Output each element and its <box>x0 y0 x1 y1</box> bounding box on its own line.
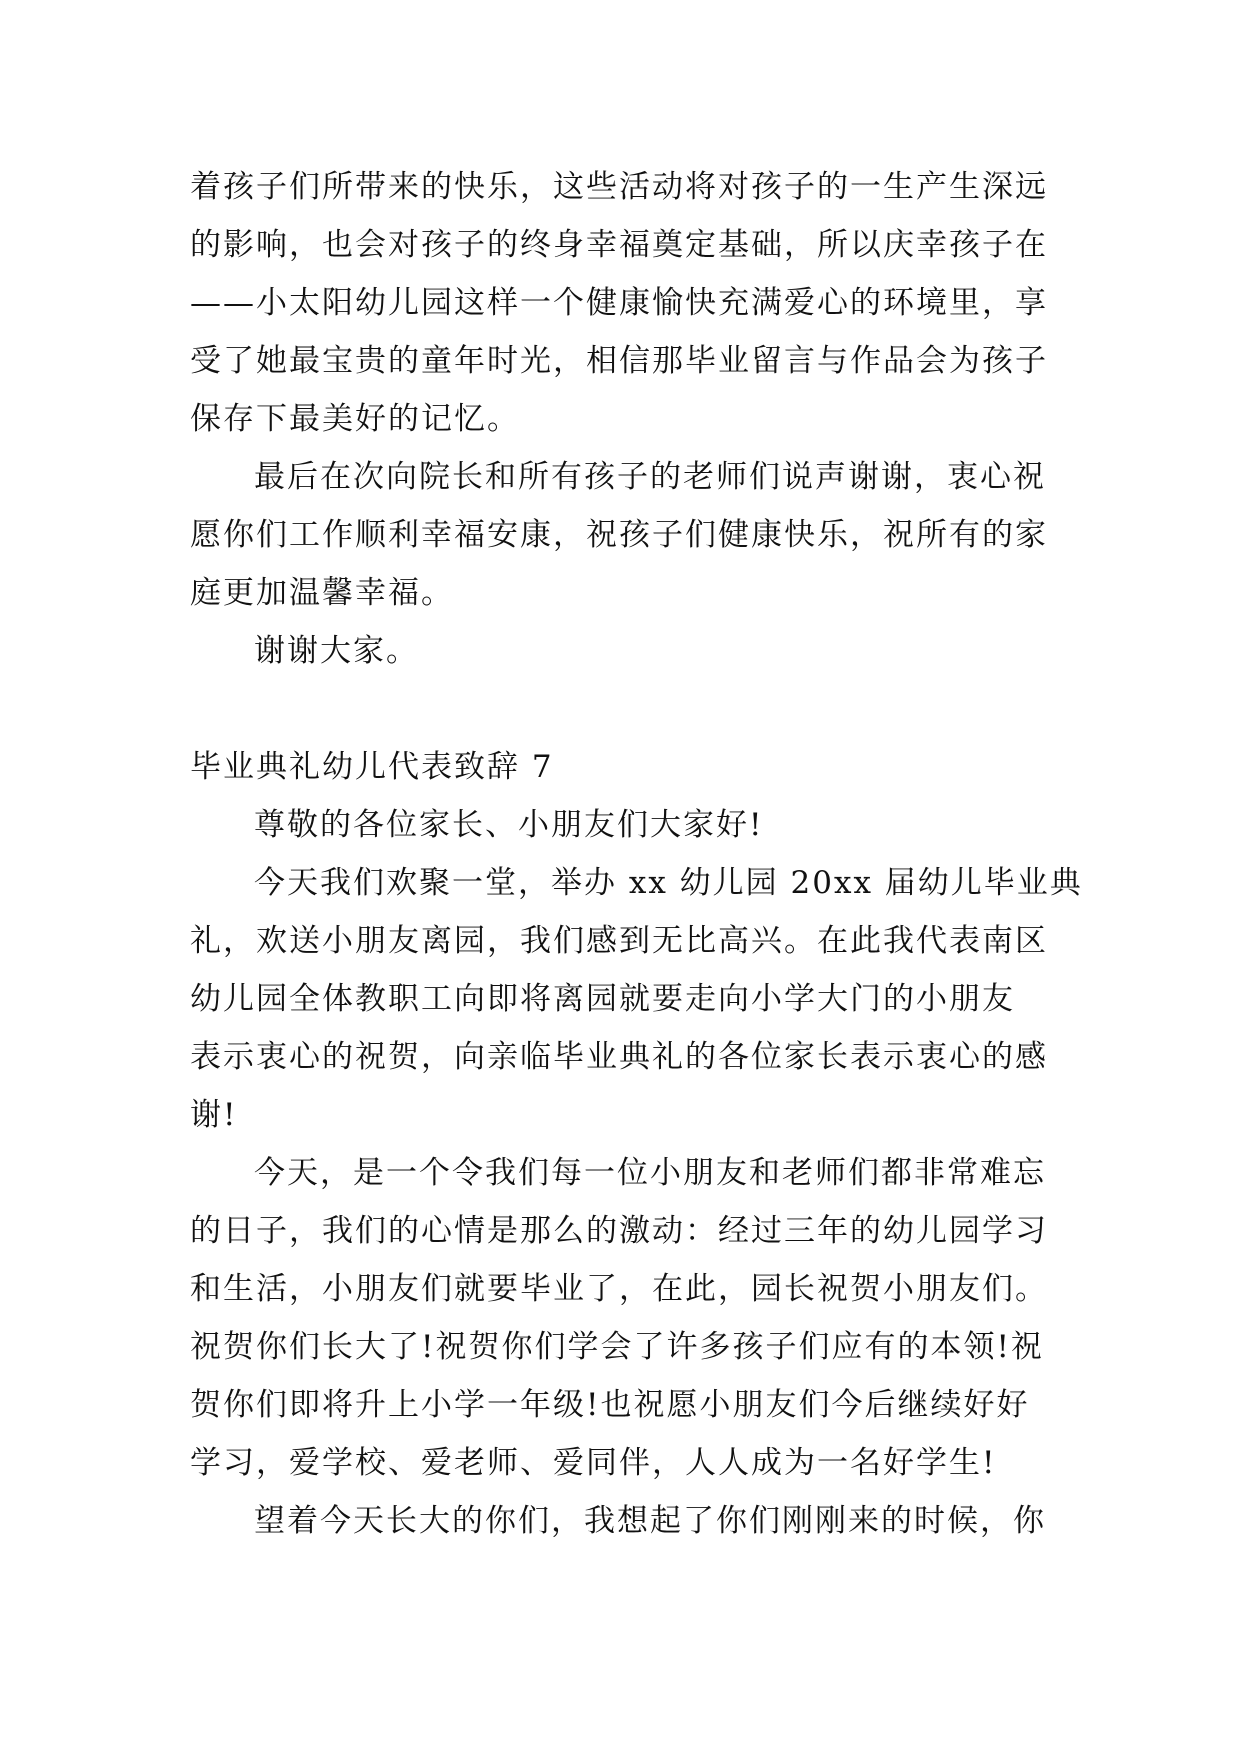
text-line: 今天我们欢聚一堂，举办 xx 幼儿园 20xx 届幼儿毕业典 <box>254 865 1083 901</box>
section-title: 毕业典礼幼儿代表致辞 7 <box>190 749 554 785</box>
text-line: 学习，爱学校、爱老师、爱同伴，人人成为一名好学生! <box>190 1445 997 1481</box>
text-line: 愿你们工作顺利幸福安康，祝孩子们健康快乐，祝所有的家 <box>190 517 1048 553</box>
text-line: 谢! <box>190 1097 238 1133</box>
text-line: 礼，欢送小朋友离园，我们感到无比高兴。在此我代表南区 <box>190 923 1048 959</box>
text-line: 和生活，小朋友们就要毕业了，在此，园长祝贺小朋友们。 <box>190 1271 1048 1307</box>
text-line: 今天，是一个令我们每一位小朋友和老师们都非常难忘 <box>254 1155 1046 1191</box>
text-line: 着孩子们所带来的快乐，这些活动将对孩子的一生产生深远 <box>190 169 1048 205</box>
text-line: 表示衷心的祝贺，向亲临毕业典礼的各位家长表示衷心的感 <box>190 1039 1048 1075</box>
text-line: 受了她最宝贵的童年时光，相信那毕业留言与作品会为孩子 <box>190 343 1048 379</box>
text-line: ——小太阳幼儿园这样一个健康愉快充满爱心的环境里，享 <box>190 285 1048 321</box>
text-line: 贺你们即将升上小学一年级!也祝愿小朋友们今后继续好好 <box>190 1387 1030 1423</box>
text-line: 的日子，我们的心情是那么的激动：经过三年的幼儿园学习 <box>190 1213 1048 1249</box>
text-line: 保存下最美好的记忆。 <box>190 401 520 437</box>
text-line: 谢谢大家。 <box>254 633 419 669</box>
text-line: 的影响，也会对孩子的终身幸福奠定基础，所以庆幸孩子在 <box>190 227 1048 263</box>
text-line: 最后在次向院长和所有孩子的老师们说声谢谢，衷心祝 <box>254 459 1046 495</box>
text-line: 望着今天长大的你们，我想起了你们刚刚来的时候，你 <box>254 1503 1046 1539</box>
text-line: 尊敬的各位家长、小朋友们大家好! <box>254 807 764 843</box>
text-line: 祝贺你们长大了!祝贺你们学会了许多孩子们应有的本领!祝 <box>190 1329 1044 1365</box>
text-line: 幼儿园全体教职工向即将离园就要走向小学大门的小朋友 <box>190 981 1015 1017</box>
text-line: 庭更加温馨幸福。 <box>190 575 454 611</box>
